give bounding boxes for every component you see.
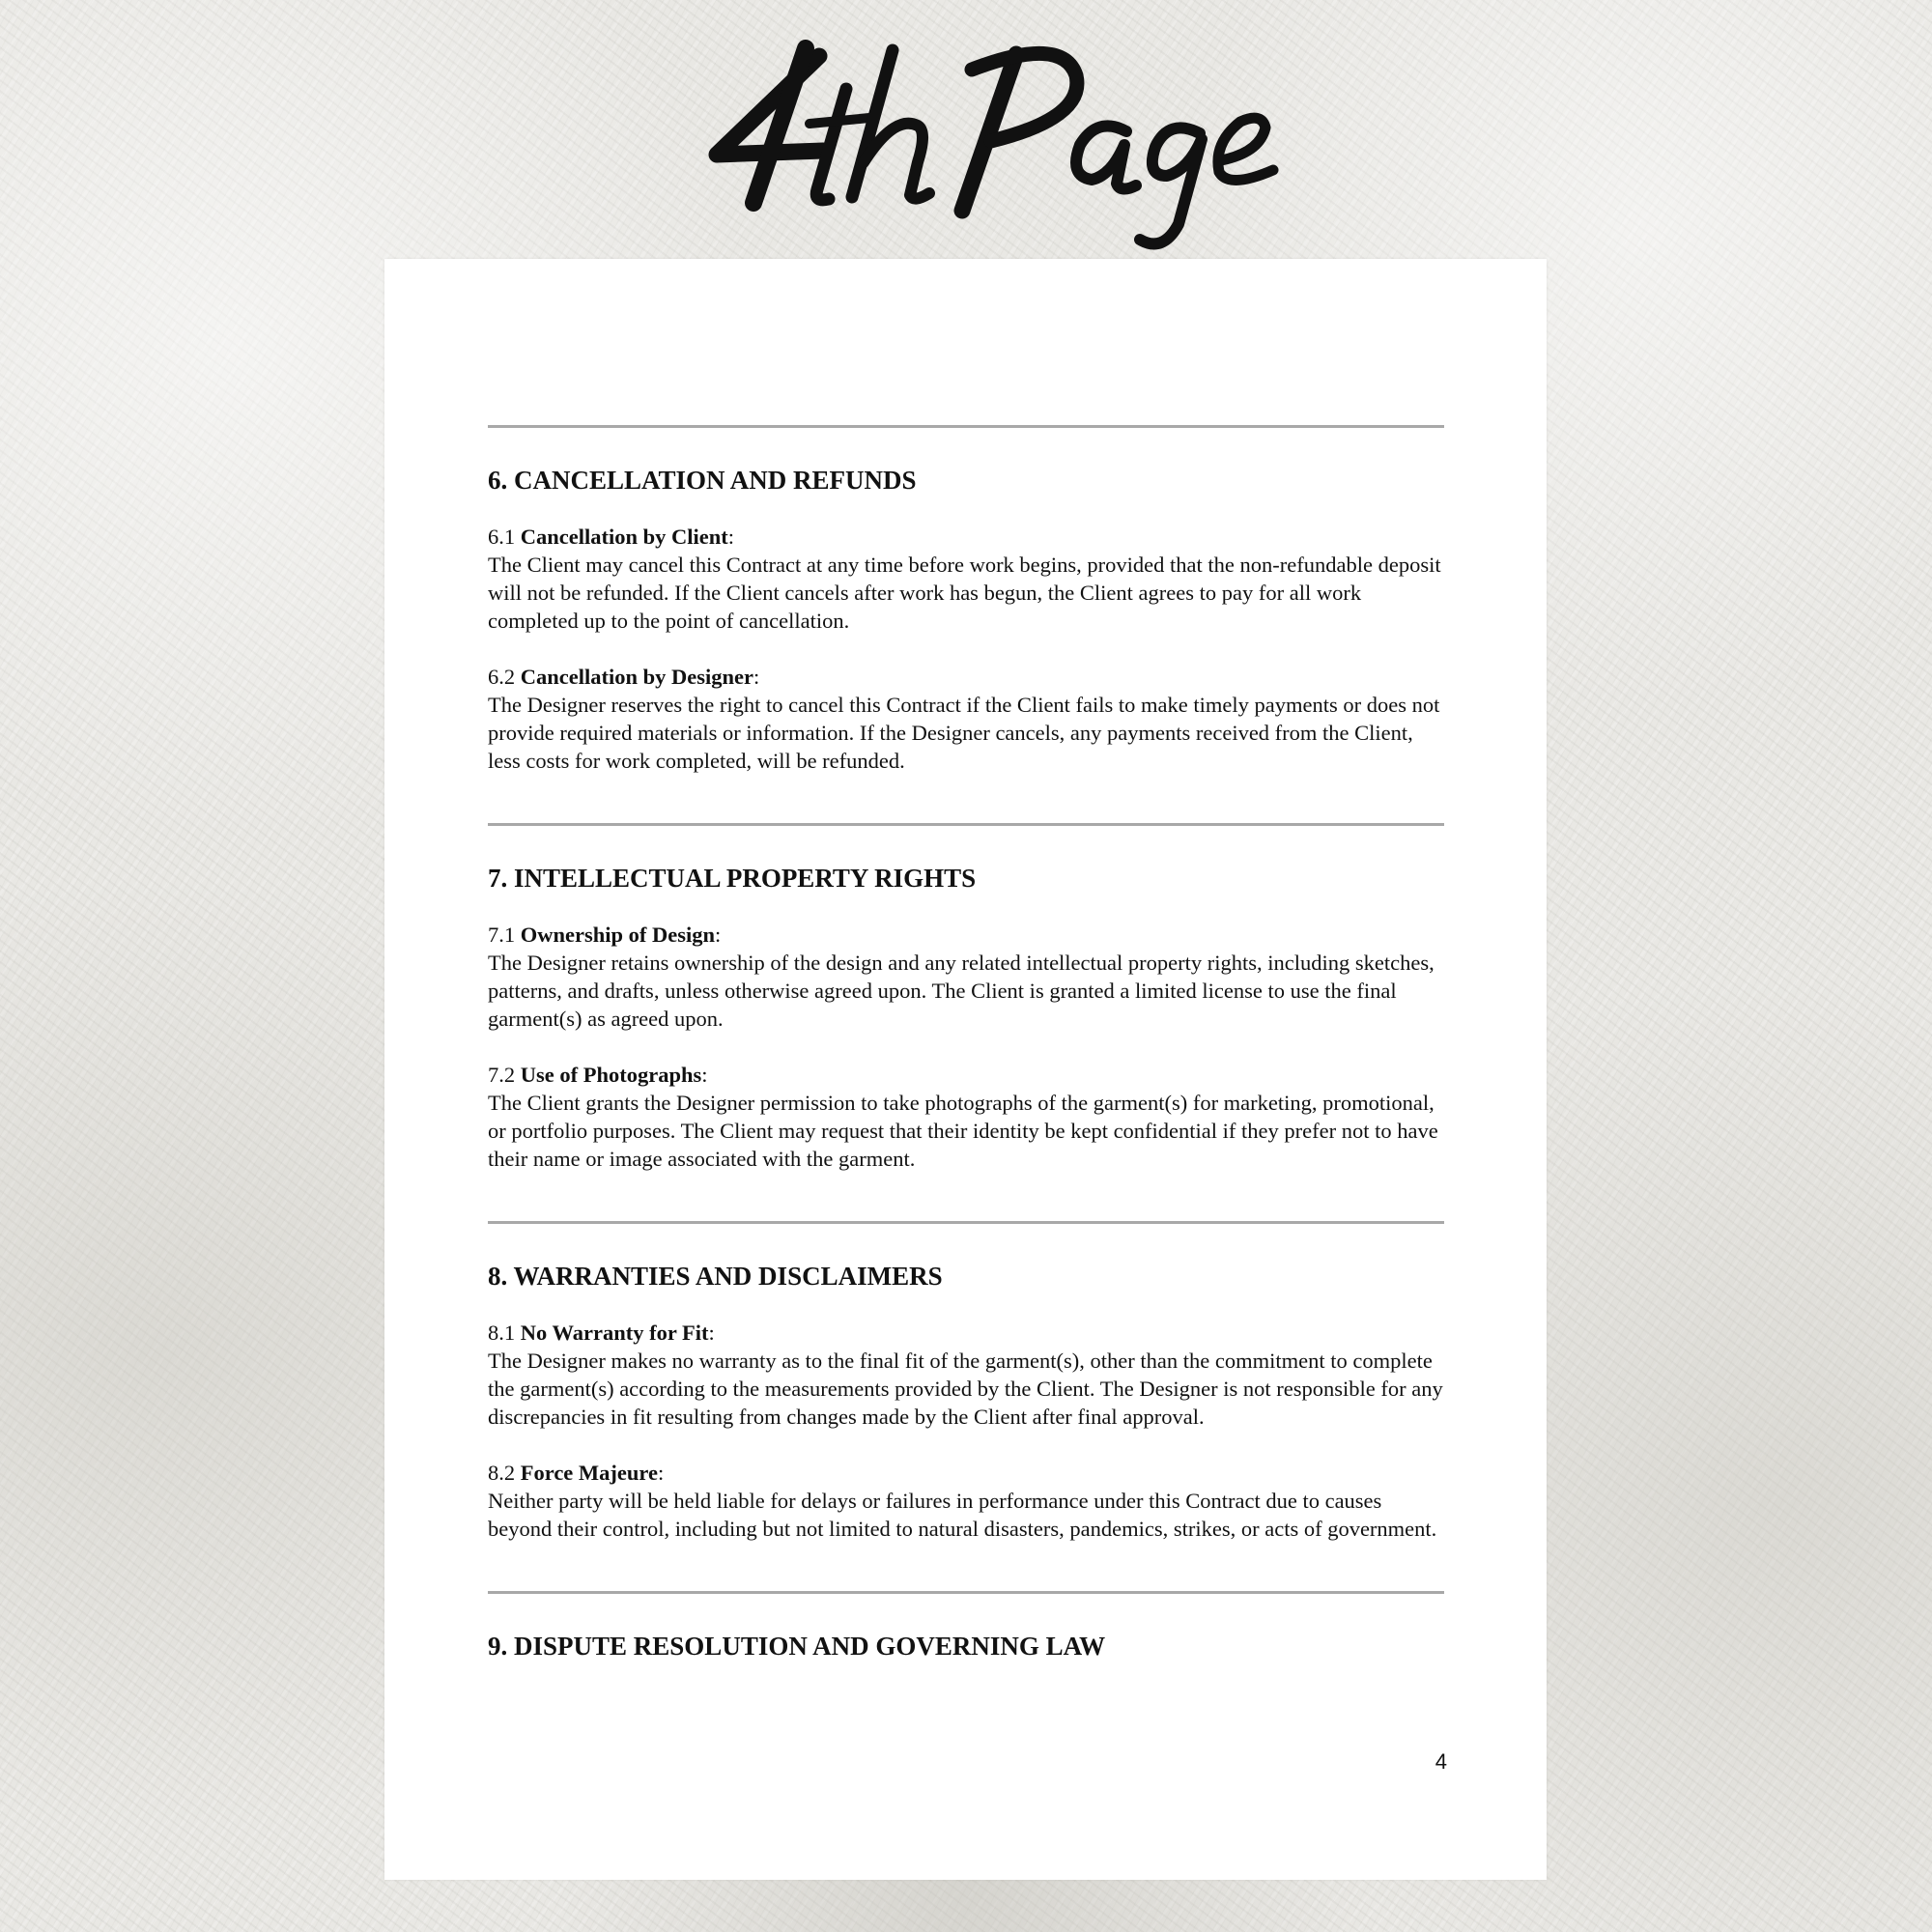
clause-number: 7.2 (488, 1063, 516, 1087)
clause-heading: 8.1 No Warranty for Fit: (488, 1321, 715, 1345)
page-number: 4 (1435, 1749, 1447, 1774)
clause-title: Cancellation by Client (520, 525, 728, 549)
clause-heading: 6.2 Cancellation by Designer: (488, 665, 760, 689)
clause-6-2 (488, 663, 1444, 775)
clause-6-1 (488, 523, 1444, 635)
clause-7-2 (488, 1061, 1444, 1173)
clause-body: Neither party will be held liable for delays or failures in performance under this Contract due to causes beyond their control, including but not limited to natural disasters, pandemics, strikes, or acts of government. (488, 1489, 1437, 1541)
clause-body: The Designer reserves the right to cancel this Contract if the Client fails to make timely payments or does not provide required materials or information. If the Designer cancels, any payments received from the Client, less costs for work completed, will be refunded. (488, 693, 1440, 773)
clause-heading: 8.2 Force Majeure: (488, 1461, 665, 1485)
section-title: 9. DISPUTE RESOLUTION AND GOVERNING LAW (488, 1632, 1106, 1661)
clause-heading: 7.1 Ownership of Design: (488, 923, 722, 947)
section-title: 6. CANCELLATION AND REFUNDS (488, 466, 917, 495)
section-7 (488, 863, 1444, 1221)
clause-7-1 (488, 921, 1444, 1033)
section-divider (488, 823, 1444, 826)
clause-number: 8.1 (488, 1321, 516, 1345)
clause-body: The Client grants the Designer permission to take photographs of the garment(s) for marketing, promotional, or portfolio purposes. The Client may request that their identity be kept confidential if they prefer not to have their name or image associated with the garment. (488, 1091, 1438, 1171)
clause-8-2 (488, 1459, 1444, 1543)
clause-heading: 7.2 Use of Photographs: (488, 1063, 708, 1087)
clause-title: Cancellation by Designer (520, 665, 753, 689)
clause-body: The Designer retains ownership of the design and any related intellectual property rights, including sketches, patterns, and drafts, unless otherwise agreed upon. The Client is granted a limited license to use the final garment(s) as agreed upon. (488, 951, 1435, 1031)
clause-number: 7.1 (488, 923, 516, 947)
document-content (488, 425, 1444, 1662)
section-6 (488, 465, 1444, 823)
section-divider (488, 425, 1444, 428)
section-title: 7. INTELLECTUAL PROPERTY RIGHTS (488, 864, 977, 893)
clause-8-1 (488, 1319, 1444, 1431)
section-divider (488, 1591, 1444, 1594)
page-heading (0, 0, 1932, 261)
clause-number: 8.2 (488, 1461, 516, 1485)
section-divider (488, 1221, 1444, 1224)
clause-body: The Designer makes no warranty as to the final fit of the garment(s), other than the commitment to complete the garment(s) according to the measurements provided by the Client. The Designer is not responsible for any discrepancies in fit resulting from changes made by the Client after final approval. (488, 1349, 1443, 1429)
clause-number: 6.2 (488, 665, 516, 689)
clause-title: Force Majeure (520, 1461, 658, 1485)
section-9 (488, 1631, 1444, 1662)
section-title: 8. WARRANTIES AND DISCLAIMERS (488, 1262, 943, 1291)
section-8 (488, 1261, 1444, 1591)
clause-number: 6.1 (488, 525, 516, 549)
clause-body: The Client may cancel this Contract at any time before work begins, provided that the non-refundable deposit will not be refunded. If the Client cancels after work has begun, the Client agrees to pay for all work completed up to the point of cancellation. (488, 553, 1441, 633)
document-page (384, 259, 1547, 1880)
clause-title: No Warranty for Fit (520, 1321, 709, 1345)
clause-title: Use of Photographs (520, 1063, 702, 1087)
page-heading-lettering (717, 48, 1273, 243)
clause-title: Ownership of Design (520, 923, 716, 947)
clause-heading: 6.1 Cancellation by Client: (488, 525, 735, 549)
